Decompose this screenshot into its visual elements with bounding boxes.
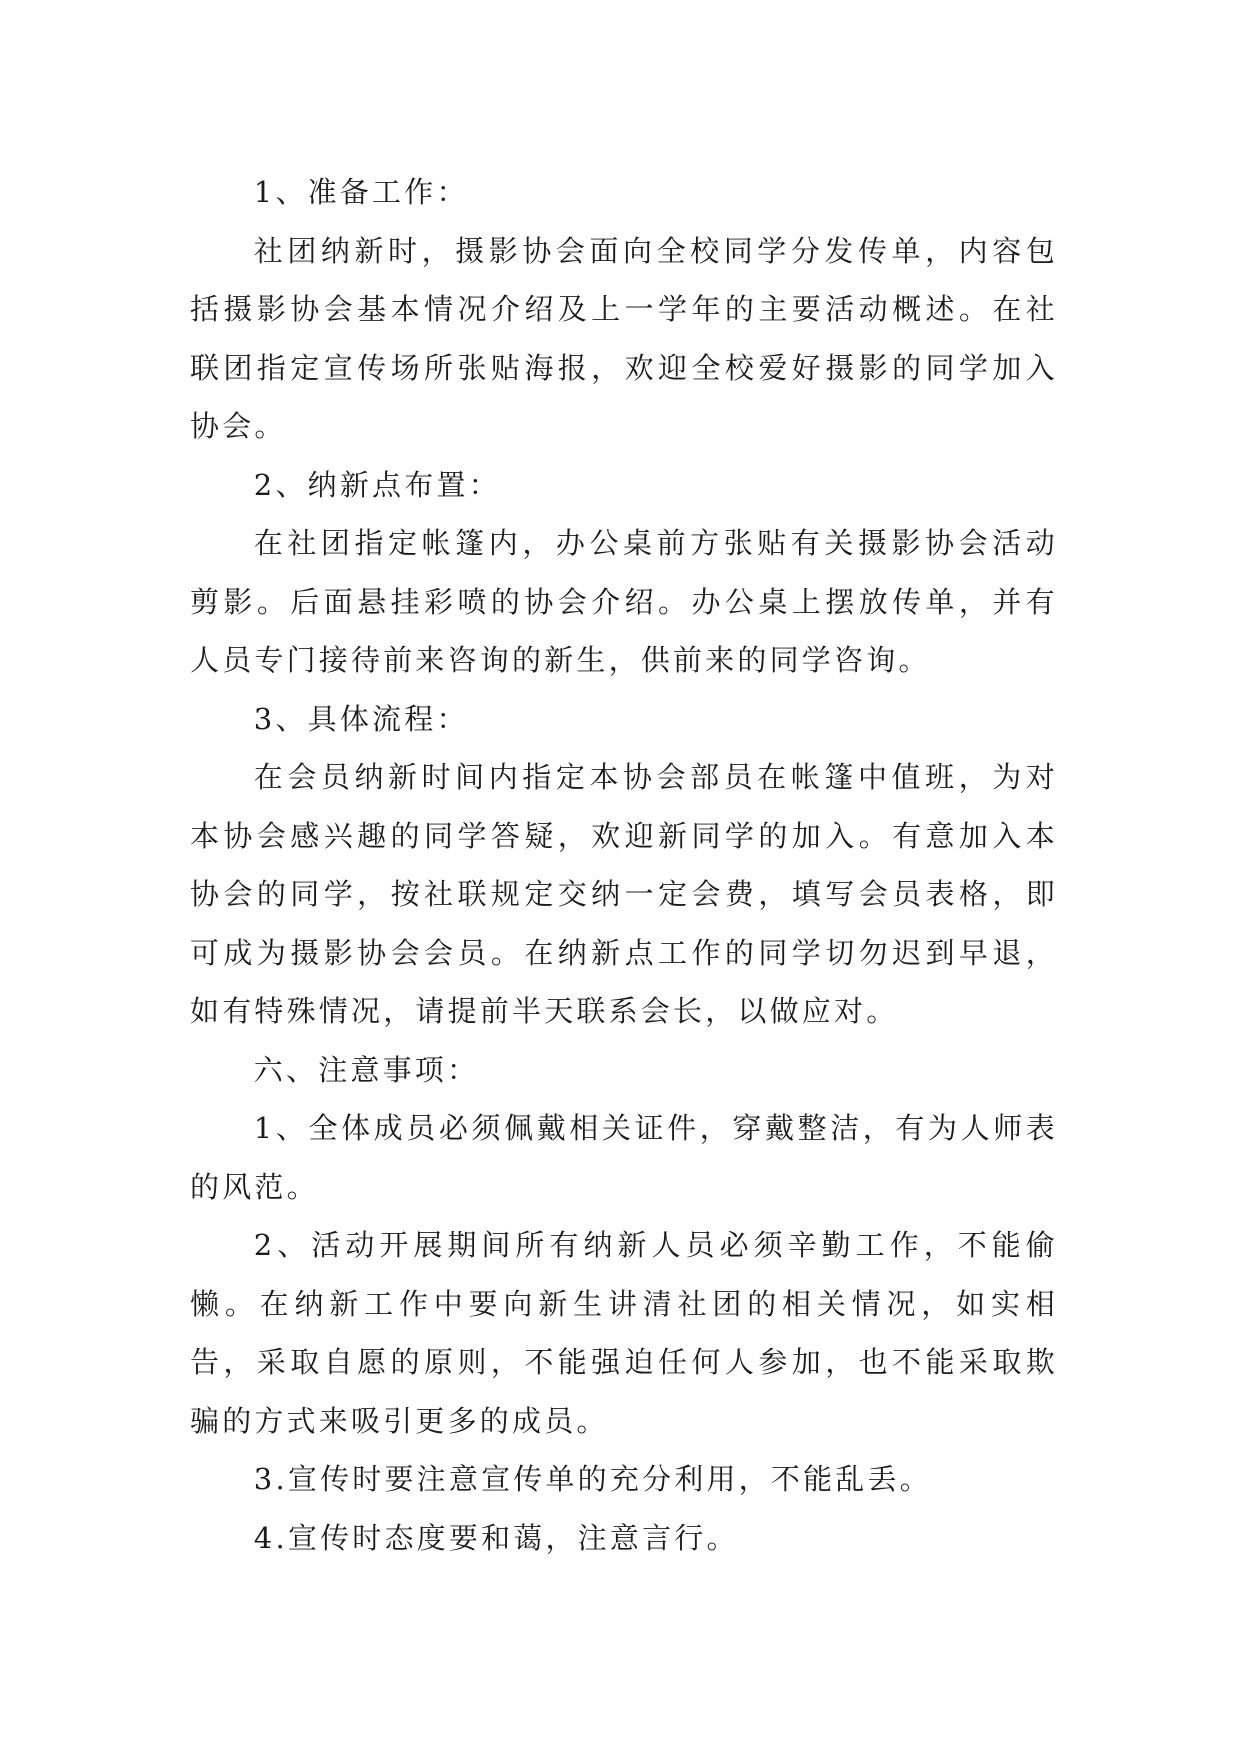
heading-recruitment-setup: 2、纳新点布置： xyxy=(253,467,501,502)
paragraph-recruitment-setup: 在社团指定帐篷内，办公桌前方张贴有关摄影协会活动剪影。后面悬挂彩喷的协会介绍。办公桌上摆放传单，并有人员专门接待前来咨询的新生，供前来的同学咨询。 xyxy=(190,526,1058,677)
heading-preparation: 1、准备工作： xyxy=(253,175,469,209)
note-item-1: 1、全体成员必须佩戴相关证件，穿戴整洁，有为人师表的风范。 xyxy=(190,1111,1058,1204)
document-body xyxy=(190,163,1058,1567)
note-item-2: 2、活动开展期间所有纳新人员必须辛勤工作，不能偷懒。在纳新工作中要向新生讲清社团的相关情况，如实相告，采取自愿的原则，不能强迫任何人参加，也不能采取欺骗的方式来吸引更多的成员。 xyxy=(190,1228,1058,1438)
note-item-3: 3.宣传时要注意宣传单的充分利用，不能乱丢。 xyxy=(253,1462,932,1496)
heading-notes: 六、注意事项： xyxy=(253,1052,480,1087)
heading-procedure: 3、具体流程： xyxy=(253,701,469,736)
paragraph-preparation: 社团纳新时，摄影协会面向全校同学分发传单，内容包括摄影协会基本情况介绍及上一学年的主要活动概述。在社联团指定宣传场所张贴海报，欢迎全校爱好摄影的同学加入协会。 xyxy=(190,233,1058,443)
note-item-4: 4.宣传时态度要和蔼，注意言行。 xyxy=(253,1520,739,1555)
paragraph-procedure: 在会员纳新时间内指定本协会部员在帐篷中值班，为对本协会感兴趣的同学答疑，欢迎新同学的加入。有意加入本协会的同学，按社联规定交纳一定会费，填写会员表格，即可成为摄影协会会员。在纳新点工作的同学切勿迟到早退，如有特殊情况，请提前半天联系会长，以做应对。 xyxy=(190,760,1058,1028)
